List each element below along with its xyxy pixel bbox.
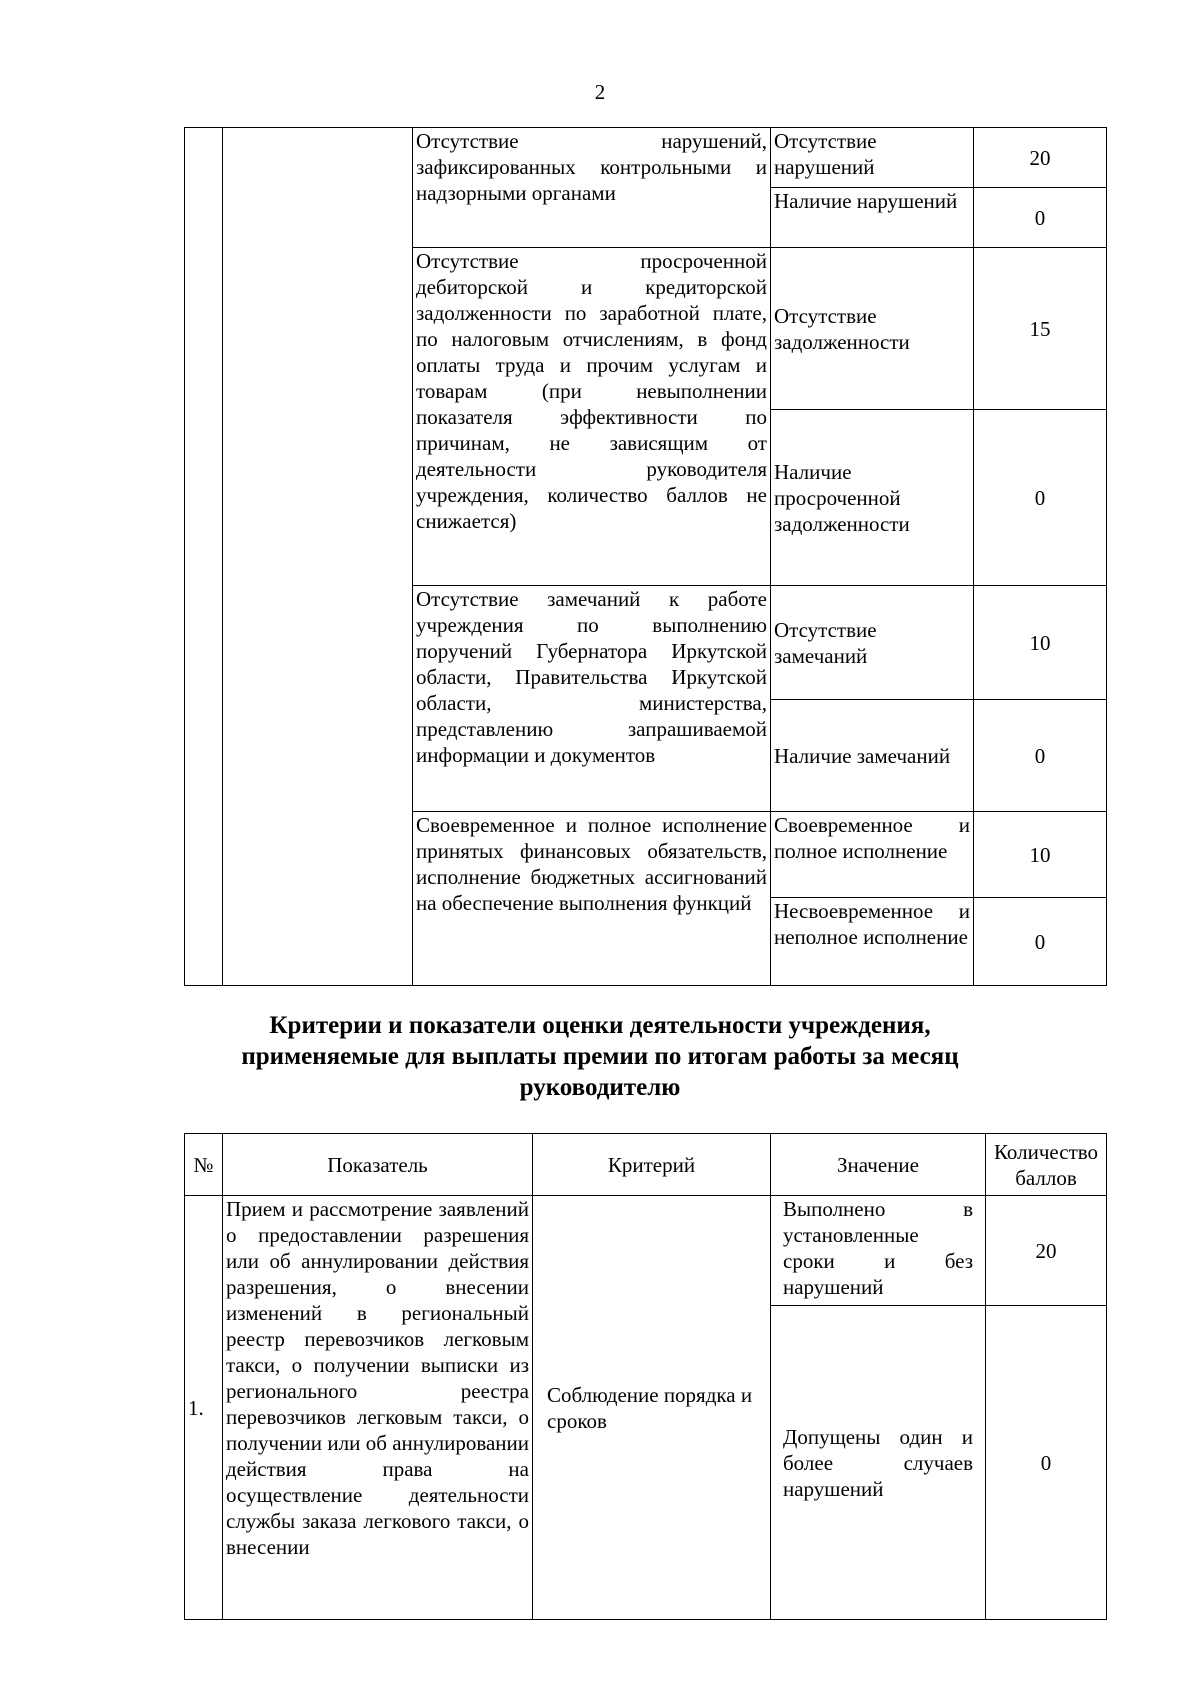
- section-heading-line: Критерии и показатели оценки деятельности учреждения,: [269, 1012, 931, 1039]
- indicator-group-cell: [223, 128, 413, 986]
- indicator-cell: Своевременное и полное исполнение принятых финансовых обязательств, исполнение бюджетных ассигнований на обеспечение выполнения функций: [413, 812, 771, 986]
- value-cell: Отсутствие замечаний: [771, 586, 974, 700]
- num-cell: [185, 128, 223, 986]
- header-indicator: Показатель: [223, 1134, 533, 1196]
- points-cell: 10: [974, 586, 1107, 700]
- indicator-cell: Отсутствие замечаний к работе учреждения по выполнению поручений Губернатора Иркутской области, Правительства Иркутской области, министерства, представлению запрашиваемой информации и документов: [413, 586, 771, 812]
- value-cell: Своевременное и полное исполнение: [771, 812, 974, 898]
- section-heading-line: руководителю: [519, 1074, 681, 1101]
- header-criterion: Критерий: [533, 1134, 771, 1196]
- value-cell: Выполнено в установленные сроки и без нарушений: [771, 1196, 986, 1306]
- premium-criteria-table: [184, 1133, 1107, 1620]
- criteria-table-continued: [184, 127, 1107, 986]
- indicator-cell: Отсутствие просроченной дебиторской и кредиторской задолженности по заработной плате, по налоговым отчислениям, в фонд оплаты труда и прочим услугам и товарам (при невыполнении показателя эффективности по причинам, не зависящим от деятельности руководителя учреждения, количество баллов не снижается): [413, 248, 771, 586]
- points-cell: 20: [974, 128, 1107, 188]
- page-number: 2: [594, 80, 606, 104]
- indicator-cell: Отсутствие нарушений, зафиксированных контрольными и надзорными органами: [413, 128, 771, 248]
- header-value: Значение: [771, 1134, 986, 1196]
- value-cell: Наличие замечаний: [771, 700, 974, 812]
- value-cell: Наличие нарушений: [771, 188, 974, 248]
- table-header-row: [185, 1134, 1107, 1196]
- table-row: [185, 128, 1107, 188]
- section-heading: [0, 1010, 1200, 1103]
- points-cell: 0: [974, 898, 1107, 986]
- points-cell: 0: [986, 1306, 1107, 1620]
- value-cell: Несвоевременное и неполное исполнение: [771, 898, 974, 986]
- header-points: Количество баллов: [986, 1134, 1107, 1196]
- value-cell: Отсутствие задолженности: [771, 248, 974, 410]
- value-cell: Отсутствие нарушений: [771, 128, 974, 188]
- points-cell: 15: [974, 248, 1107, 410]
- header-num: №: [185, 1134, 223, 1196]
- points-cell: 0: [974, 410, 1107, 586]
- value-cell: Допущены один и более случаев нарушений: [771, 1306, 986, 1620]
- criterion-cell: Соблюдение порядка и сроков: [533, 1196, 771, 1620]
- indicator-cell: Прием и рассмотрение заявлений о предоставлении разрешения или об аннулировании действия разрешения, о внесении изменений в региональный реестр перевозчиков легковым такси, о получении выписки из регионального реестра перевозчиков легковым такси, о получении или об аннулировании действия права на осуществление деятельности службы заказа легкового такси, о внесении: [223, 1196, 533, 1620]
- value-cell: Наличие просроченной задолженности: [771, 410, 974, 586]
- table-row: [185, 1196, 1107, 1306]
- points-cell: 0: [974, 188, 1107, 248]
- section-heading-line: применяемые для выплаты премии по итогам работы за месяц: [241, 1043, 959, 1070]
- points-cell: 20: [986, 1196, 1107, 1306]
- points-cell: 10: [974, 812, 1107, 898]
- num-cell: 1.: [185, 1196, 223, 1620]
- points-cell: 0: [974, 700, 1107, 812]
